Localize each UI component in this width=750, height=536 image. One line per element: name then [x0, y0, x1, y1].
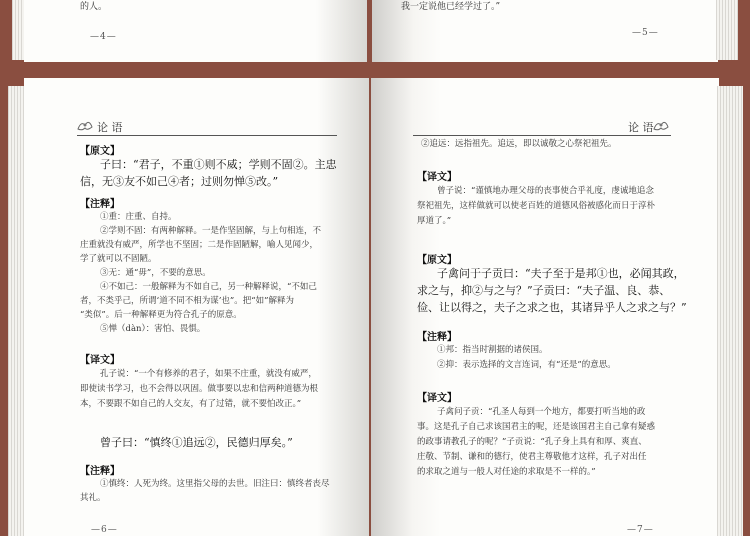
- right-page-edges: [717, 86, 743, 536]
- right-page: [371, 78, 719, 536]
- right-note2-line-1: ①邦：指当时割据的诸侯国。: [437, 345, 548, 355]
- right-note2-line-2: ②抑：表示选择的文言连词，有“还是”的意思。: [437, 360, 616, 370]
- left-section1-heading: 【原文】: [80, 146, 120, 157]
- top-left-text: 的人。: [80, 2, 108, 12]
- left-note-line-8: “类似”。后一种解释更为符合孔子的原意。: [80, 310, 242, 320]
- left-translation-line-3: 本，不要跟不如自己的人交友，有了过错，就不要怕改正。”: [80, 399, 302, 409]
- left-note2-line-1: ①慎终：人死为终。这里指父母的去世。旧注曰：慎终者丧尽: [100, 479, 330, 489]
- top-left-page-number: —4—: [90, 32, 117, 42]
- top-left-page: [24, 0, 367, 62]
- top-right-text: 我一定说他已经学过了。”: [401, 2, 501, 12]
- right-page-number: —7—: [627, 525, 654, 535]
- left-original-line-1: 子曰：“君子，不重①则不威；学则不固②。主忠: [100, 158, 337, 171]
- left-header-title: 论 语: [97, 121, 123, 134]
- left-section2-heading: 【注释】: [80, 199, 120, 210]
- right-section1-heading: 【译文】: [417, 172, 457, 183]
- top-right-page-edges: [716, 0, 738, 60]
- right-translation-line-2: 祭祀祖先，这样做就可以使老百姓的道德风俗被感化而日于淳朴: [417, 201, 656, 211]
- right-translation2-line-3: 的政事请教孔子的呢？”子贡说：“孔子身上具有和厚、爽直、: [417, 437, 647, 447]
- left-translation-line-1: 孔子说：“一个有修养的君子，如果不庄重，就没有威严，: [100, 369, 317, 379]
- left-original2-line-1: 曾子曰：“慎终①追远②，民德归厚矣。”: [100, 436, 293, 449]
- top-right-page-number: —5—: [632, 28, 659, 38]
- right-section4-heading: 【译文】: [417, 393, 457, 404]
- top-right-page: [372, 0, 718, 62]
- right-header-rule: [413, 135, 671, 136]
- right-header-title: 论 语: [628, 121, 654, 134]
- left-note-line-3: 庄重就没有威严，所学也不坚固；二是作固陋解，喻人见闻少，: [80, 240, 319, 250]
- left-original-line-2: 信，无③友不如己④者；过则勿惮⑤改。”: [80, 175, 279, 188]
- left-note-line-4: 学了就可以不固陋。: [80, 254, 157, 264]
- right-translation2-line-2: 事。这是孔子自己求该国君主的呢，还是该国君主自己拿有疑惑: [417, 422, 656, 432]
- left-page: [24, 78, 369, 536]
- right-translation2-line-4: 庄敬、节制、谦和的德行，使君主尊敬他才这样，孔子对出任: [417, 452, 647, 462]
- flower-ornament-icon: [653, 119, 669, 131]
- right-section2-heading: 【原文】: [417, 255, 457, 266]
- left-note-line-9: ⑤惮（dàn）：害怕、畏惧。: [100, 324, 206, 334]
- left-note-line-5: ③无：通“毋”，不要的意思。: [100, 268, 211, 278]
- left-note-line-2: ②学则不固：有两种解释。一是作坚固解，与上句相连，不: [100, 226, 322, 236]
- right-translation2-line-5: 的求取之道与一般人对任途的求取是不一样的。”: [417, 467, 596, 477]
- flower-ornament-icon: [77, 119, 93, 131]
- right-translation2-line-1: 子禽问子贡：“孔圣人每到一个地方，都要打听当地的政: [437, 407, 646, 417]
- left-section5-heading: 【注释】: [80, 466, 120, 477]
- right-section3-heading: 【注释】: [417, 332, 457, 343]
- right-translation-line-1: 曾子说：“谨慎地办理父母的丧事使合乎礼度，虔诚地追念: [437, 186, 654, 196]
- left-note2-line-2: 其礼。: [80, 493, 106, 503]
- right-translation-line-3: 厚道了。”: [417, 216, 452, 226]
- left-note-line-7: 者，不类乎己，所谓‘道不同不相为谋’也”。把“如”解释为: [80, 296, 294, 306]
- left-translation-line-2: 即使读书学习，也不会得以巩固。做事要以忠和信两种道德为根: [80, 384, 319, 394]
- left-note-line-6: ④不如己：一般解释为不如自己，另一种解释说，“不如己: [100, 282, 317, 292]
- left-page-number: —6—: [91, 525, 118, 535]
- right-note-line: ②追远：远指祖先。追远，即以诚敬之心祭祀祖先。: [421, 139, 617, 149]
- left-note-line-1: ①重：庄重、自持。: [100, 212, 177, 222]
- left-header-rule: [77, 135, 337, 136]
- right-original-line-1: 子禽问于子贡曰：“夫子至于是邦①也，必闻其政，: [437, 267, 685, 280]
- left-section3-heading: 【译文】: [80, 355, 120, 366]
- right-original-line-2: 求之与，抑②与之与？”子贡曰：“夫子温、良、恭、: [417, 284, 671, 297]
- right-original-line-3: 俭、让以得之，夫子之求之也，其诸异乎人之求之与？”: [417, 301, 687, 314]
